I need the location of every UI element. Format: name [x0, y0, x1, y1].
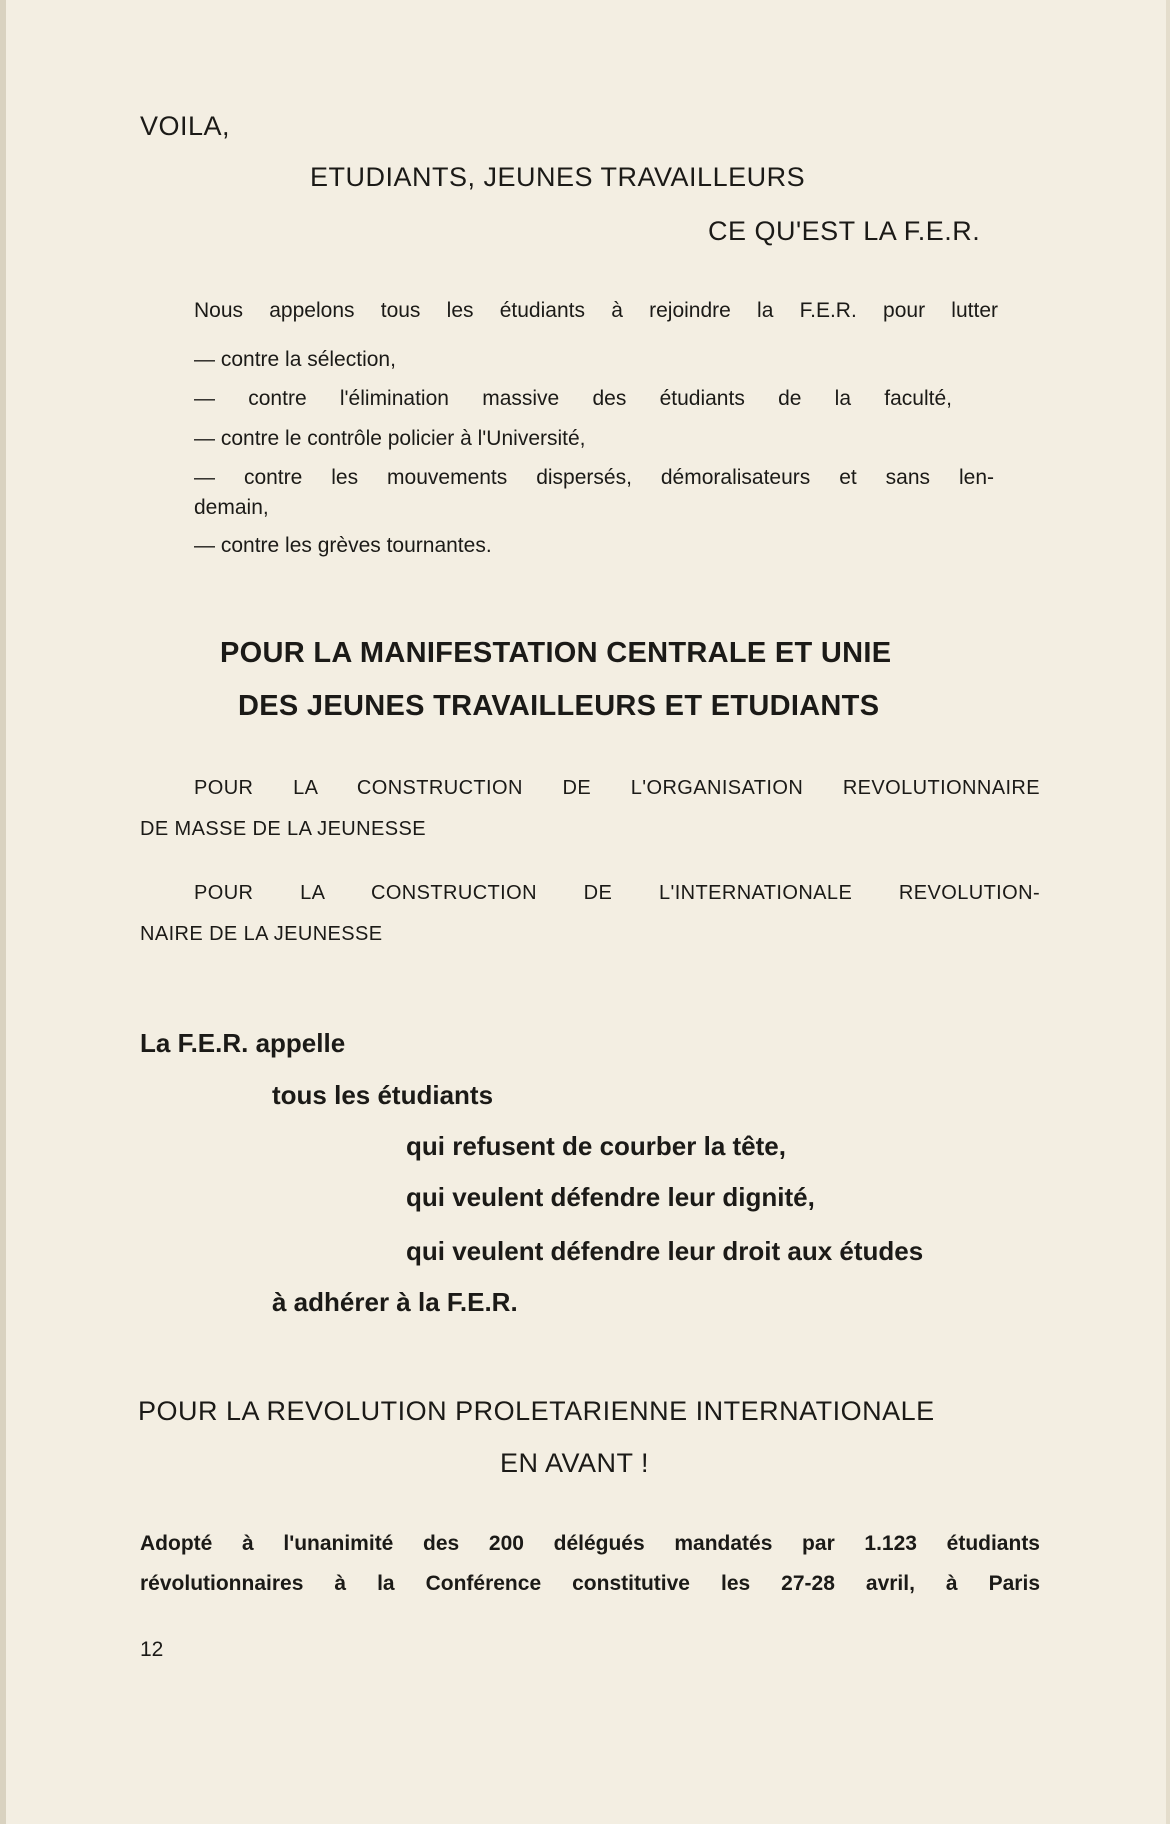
appeal-line: qui veulent défendre leur droit aux études	[406, 1236, 924, 1266]
title-line-2: ETUDIANTS, JEUNES TRAVAILLEURS	[310, 162, 806, 192]
adoption-note-line-2: révolutionnaires à la Conférence constitutive les 27-28 avril, à Paris	[140, 1572, 1040, 1595]
construction-organisation-line-1: POUR LA CONSTRUCTION DE L'ORGANISATION REVOLUTIONNAIRE	[194, 777, 1040, 799]
title-line-3: CE QU'EST LA F.E.R.	[708, 216, 981, 246]
construction-internationale-line-1: POUR LA CONSTRUCTION DE L'INTERNATIONALE REVOLUTION-	[194, 882, 1040, 904]
page-edge-right	[1166, 0, 1170, 1824]
banner-line-2: DES JEUNES TRAVAILLEURS ET ETUDIANTS	[238, 690, 880, 722]
appeal-line: qui veulent défendre leur dignité,	[406, 1182, 815, 1212]
list-item-continuation: demain,	[194, 496, 269, 519]
list-item: — contre les grèves tournantes.	[194, 534, 492, 557]
list-item: — contre l'élimination massive des étudiants de la faculté,	[194, 387, 952, 410]
intro-text: Nous appelons tous les étudiants à rejoindre la F.E.R. pour lutter	[194, 299, 998, 322]
construction-organisation-line-2: DE MASSE DE LA JEUNESSE	[140, 818, 426, 840]
page-edge-left	[0, 0, 6, 1824]
appeal-conclusion: à adhérer à la F.E.R.	[272, 1287, 518, 1317]
list-item: — contre les mouvements dispersés, démoralisateurs et sans len-	[194, 466, 994, 489]
list-item: — contre la sélection,	[194, 348, 396, 371]
construction-internationale-line-2: NAIRE DE LA JEUNESSE	[140, 923, 383, 945]
title-line-1: VOILA,	[140, 111, 231, 141]
closing-slogan: POUR LA REVOLUTION PROLETARIENNE INTERNATIONALE	[138, 1396, 935, 1426]
appeal-heading: La F.E.R. appelle	[140, 1028, 346, 1058]
banner-line-1: POUR LA MANIFESTATION CENTRALE ET UNIE	[220, 637, 892, 669]
adoption-note-line-1: Adopté à l'unanimité des 200 délégués mandatés par 1.123 étudiants	[140, 1532, 1040, 1555]
page-number: 12	[140, 1638, 164, 1661]
closing-slogan-en-avant: EN AVANT !	[500, 1448, 650, 1478]
appeal-line: tous les étudiants	[272, 1080, 494, 1110]
appeal-line: qui refusent de courber la tête,	[406, 1131, 786, 1161]
list-item: — contre le contrôle policier à l'Université,	[194, 427, 586, 450]
